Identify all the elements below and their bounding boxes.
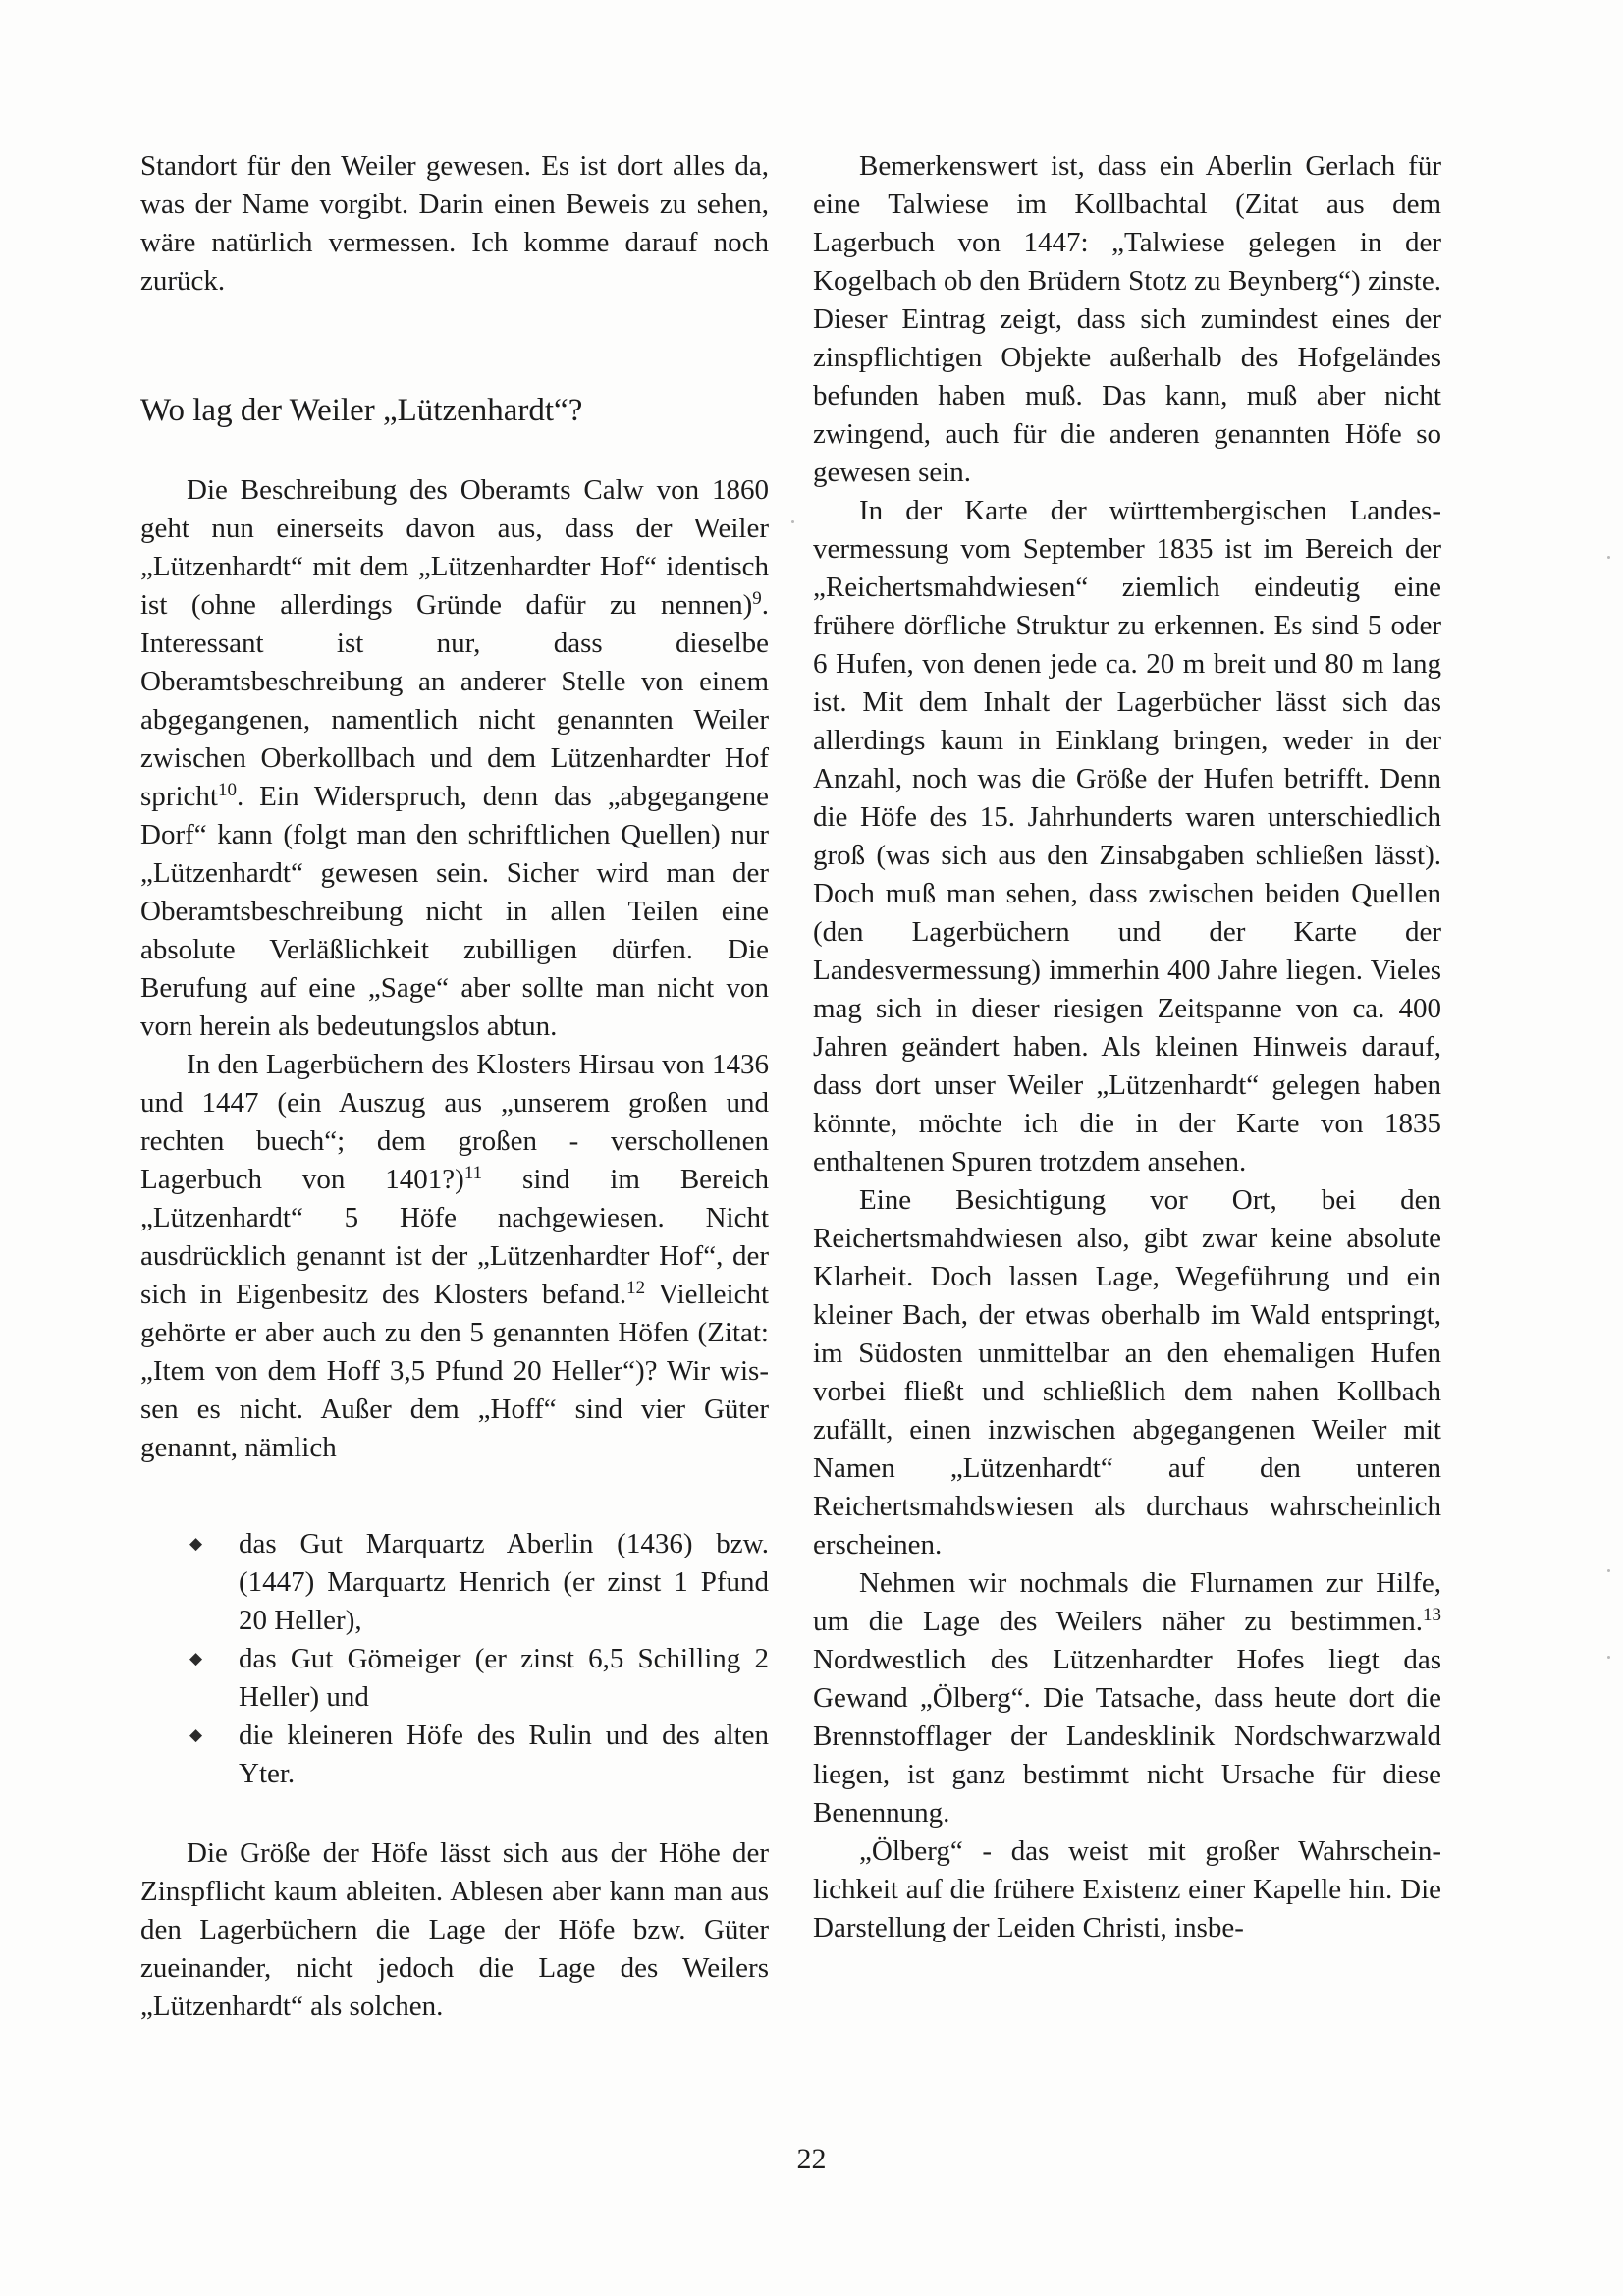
text-run: Nordwestlich des Lützenhardter Hofes liegt das Gewand „Ölberg“. Die Tatsache, dass heute dort die Brennstofflager der Landesklinik Nordschwarzwald liegen, ist ganz bestimmt nicht Ursache für diese Benennung. — [813, 1644, 1441, 1829]
text-run: sind im Bereich „Lützenhardt“ 5 Höfe nachgewiesen. Nicht ausdrücklich genannt ist der „Lützenhardter Hof“, der sich in Eigenbesitz des Klosters befand. — [140, 1164, 769, 1310]
diamond-bullet-icon: ◆ — [189, 1725, 203, 1744]
paragraph-oberamt — [140, 471, 769, 1046]
footnote-ref: 13 — [1423, 1605, 1441, 1625]
text-run: Vielleicht gehörte er aber auch zu den 5 genannten Höfen (Zitat: „Item von dem Hoff 3,5 Pfund 20 Heller“)? Wir wissen es nicht. Außer dem „Hoff“ sind vier Güter genannt, nämlich — [140, 1279, 770, 1463]
paragraph-hoefe: Die Größe der Höfe lässt sich aus der Höhe der Zinspflicht kaum ableiten. Ablesen aber kann man aus den Lagerbüchern die Lage der Höfe bzw. Güter zueinander, nicht jedoch die Lage des Weilers „Lützenhardt“ als solchen. — [140, 1837, 769, 2022]
list-item-text: das Gut Marquartz Aberlin (1436) bzw. (1447) Marquartz Henrich (er zinst 1 Pfund 20 Heller), — [239, 1528, 769, 1636]
paragraph-flurnamen — [813, 1564, 1441, 1832]
paragraph-lagerbuecher — [140, 1046, 769, 1467]
footnote-ref: 10 — [217, 780, 237, 800]
paragraph-karte: In der Karte der württembergischen Landesvermessung vom September 1835 ist im Bereich der „Reichertsmahdwiesen“ ziemlich eindeutig eine frühere dörfliche Struktur zu erkennen. Es sind 5 oder 6 Hufen, von denen jede ca. 20 m breit und 80 m lang ist. Mit dem Inhalt der Lagerbücher lässt sich das allerdings kaum in Einklang bringen, weder in der Anzahl, noch was die Größe der Hufen betrifft. Denn die Höfe des 15. Jahrhunderts waren unterschiedlich groß (was sich aus den Zinsabgaben schließen lässt). Doch muß man sehen, dass zwischen beiden Quellen (den Lagerbüchern und der Karte der Landesvermessung) immerhin 400 Jahre liegen. Vieles mag sich in dieser riesigen Zeitspanne von ca. 400 Jahren geändert haben. Als kleinen Hinweis darauf, dass dort unser Weiler „Lützenhardt“ gelegen haben könnte, möchte ich die in der Karte von 1835 enthaltenen Spuren trotzdem ansehen. — [813, 495, 1441, 1177]
diamond-bullet-icon: ◆ — [189, 1534, 203, 1553]
footnote-ref: 12 — [626, 1278, 646, 1298]
text-run: Die Beschreibung des Oberamts Calw von 1860 geht nun einerseits davon aus, dass der Weiler „Lützenhardt“ mit dem „Lützenhardter Hof“ identisch ist (ohne allerdings Gründe dafür zu nennen) — [140, 474, 769, 621]
paragraph-aberlin: Bemerkenswert ist, dass ein Aberlin Gerlach für eine Talwiese im Kollbachtal (Zitat aus dem Lagerbuch von 1447: „Talwiese gelegen in der Kogelbach ob den Brüdern Stotz zu Beynberg“) zinste. Dieser Eintrag zeigt, dass sich zumindest eines der zinspflichtigen Objekte außerhalb des Hofgeländes befunden haben muß. Das kann, muß aber nicht zwingend, auch für die anderen genannten Höfe so gewesen sein. — [813, 150, 1441, 488]
diamond-bullet-icon: ◆ — [189, 1649, 203, 1667]
left-column — [140, 147, 769, 2026]
list-item — [140, 1640, 769, 1717]
footnote-ref: 11 — [463, 1163, 483, 1183]
list-item — [140, 1525, 769, 1640]
paragraph-continuation: Standort für den Weiler gewesen. Es ist dort alles da, was der Name vorgibt. Darin einen Beweis zu sehen, wäre natürlich vermessen. Ich komme darauf noch zurück. — [140, 150, 769, 297]
text-run: In den Lagerbüchern des Klosters Hirsau von 1436 und 1447 (ein Auszug aus „unserem großen und rechten buech“; dem großen - verschollenen Lagerbuch von 1401?) — [140, 1049, 769, 1195]
page-number: 22 — [796, 2143, 827, 2175]
goods-list — [140, 1525, 769, 1793]
paragraph-oelberg: „Ölberg“ - das weist mit großer Wahrscheinlichkeit auf die frühere Existenz einer Kapelle hin. Die Darstellung der Leiden Christi, insbe- — [813, 1835, 1441, 1943]
scan-speck — [1607, 556, 1610, 559]
scan-speck — [791, 520, 794, 523]
text-run: . Ein Widerspruch, denn das „abgegangene Dorf“ kann (folgt man den schriftlichen Quellen) nur „Lützenhardt“ gewesen sein. Sicher wird man der Oberamtsbeschreibung nicht in allen Teilen eine absolute Verläßlichkeit zubilligen dürfen. Die Berufung auf eine „Sage“ aber sollte man nicht von vorn herein als bedeutungslos abtun. — [140, 781, 769, 1042]
section-heading: Wo lag der Weiler „Lützenhardt“? — [140, 393, 583, 428]
paragraph-besichtigung: Eine Besichtigung vor Ort, bei den Reichertsmahdwiesen also, gibt zwar keine absolute Klarheit. Doch lassen Lage, Wegeführung und ein kleiner Bach, der etwas oberhalb im Wald entspringt, im Südosten unmittelbar an den ehemaligen Hufen vorbei fließt und schließlich dem nahen Kollbach zufällt, einen inzwischen abgegangenen Weiler mit Namen „Lützenhardt“ auf den unteren Reichertsmahdswiesen als durchaus wahrscheinlich erscheinen. — [813, 1184, 1441, 1560]
text-run: . Interessant ist nur, dass dieselbe Oberamtsbeschreibung an anderer Stelle von einem abgegangenen, namentlich nicht genannten Weiler zwischen Oberkollbach und dem Lützenhardter Hof spricht — [140, 589, 769, 812]
footnote-ref: 9 — [752, 588, 762, 609]
list-item — [140, 1717, 769, 1793]
scan-speck — [1607, 1656, 1610, 1659]
list-item-text: die kleineren Höfe des Rulin und des alten Yter. — [239, 1720, 769, 1789]
scan-speck — [1607, 1569, 1610, 1572]
text-run: Nehmen wir nochmals die Flurnamen zur Hilfe, um die Lage des Weilers näher zu bestimmen. — [813, 1567, 1441, 1637]
list-item-text: das Gut Gömeiger (er zinst 6,5 Schilling 2 Heller) und — [239, 1643, 769, 1713]
right-column — [813, 147, 1441, 1947]
